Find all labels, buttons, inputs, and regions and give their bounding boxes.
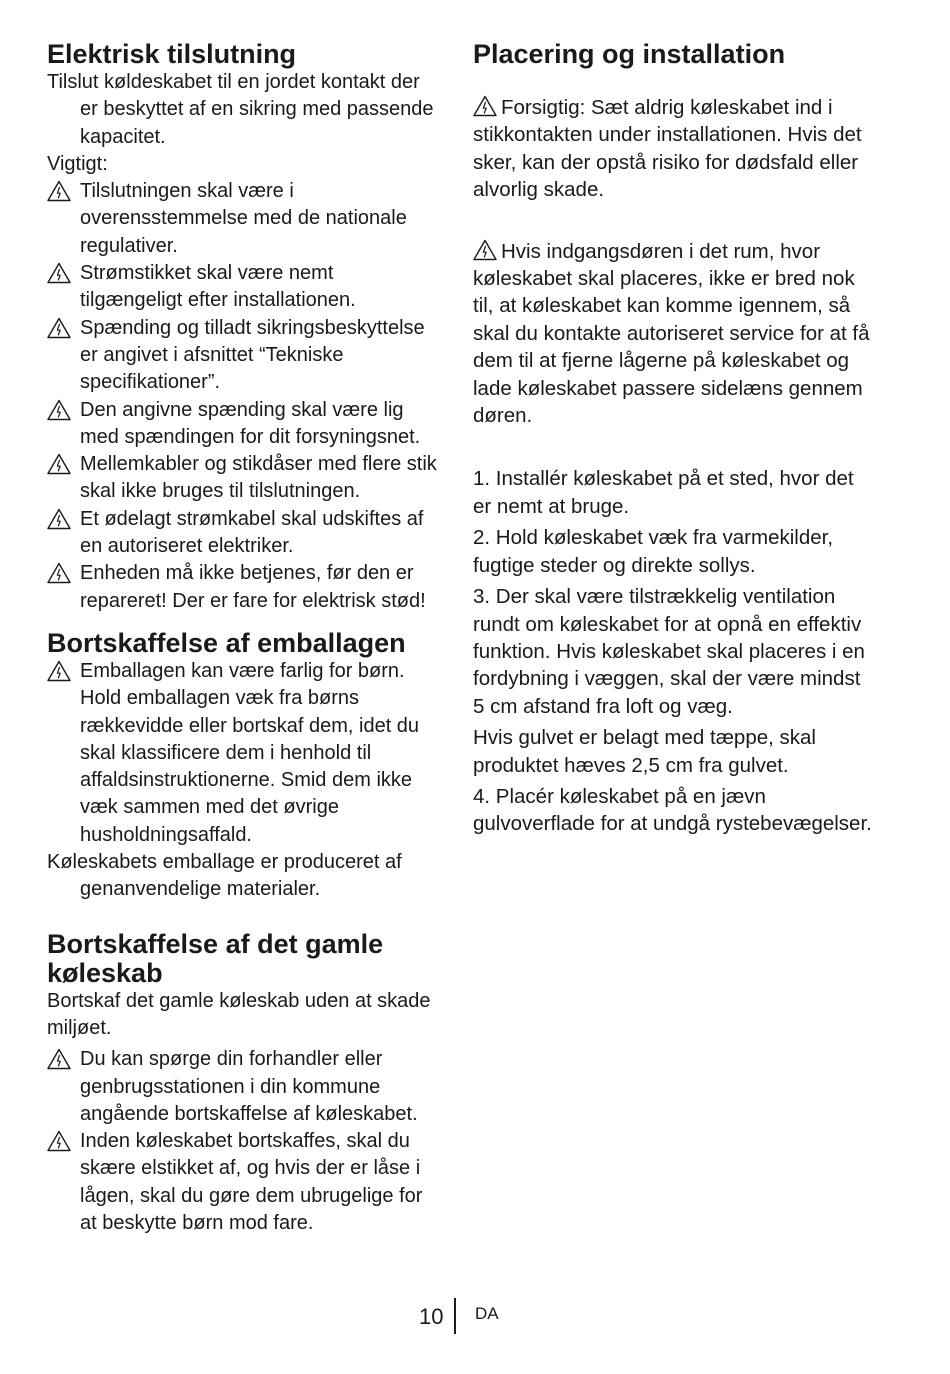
- warning-text: Emballagen kan være farlig for børn. Hold emballagen væk fra børns rækkevidde eller bortskaf dem, idet du skal klassificere dem i henhold til affaldsinstruktionerne. Smid dem ikke væk sammen med det øvrige husholdningsaffald.: [80, 659, 420, 846]
- warning-item: [47, 506, 439, 561]
- door-warning-paragraph: [473, 238, 873, 430]
- warning-triangle-icon: [47, 1048, 71, 1070]
- old-fridge-intro: Bortskaf det gamle køleskab uden at skade miljøet.: [47, 989, 431, 1039]
- warning-item: [47, 260, 439, 315]
- electrical-intro: Tilslut køldeskabet til en jordet kontakt der er beskyttet af en sikring med passende kapacitet.: [47, 71, 434, 148]
- warning-item: [47, 451, 439, 506]
- section-title-placement: Placering og installation: [473, 39, 786, 69]
- important-label: Vigtigt:: [47, 152, 108, 175]
- step-item: 4. Placér køleskabet på en jævn gulvoverflade for at undgå rystebevægelser.: [473, 784, 872, 836]
- warning-triangle-icon: [473, 95, 497, 117]
- caution-text: Forsigtig: Sæt aldrig køleskabet ind i stikkontakten under installationen. Hvis det sker, kan der opstå risiko for dødsfald eller alvorlig skade.: [473, 96, 862, 202]
- warning-text: Enheden må ikke betjenes, før den er repareret! Der er fare for elektrisk stød!: [80, 562, 426, 612]
- section-title-electrical: Elektrisk tilslutning: [47, 39, 297, 69]
- right-column: [473, 40, 873, 838]
- warning-text: Spænding og tilladt sikringsbeskyttelse er angivet i afsnittet “Tekniske specifikationer”.: [80, 316, 425, 394]
- warning-text: Et ødelagt strømkabel skal udskiftes af en autoriseret elektriker.: [80, 507, 424, 558]
- section-title-packaging: Bortskaffelse af emballagen: [47, 627, 406, 658]
- warning-triangle-icon: [47, 508, 71, 530]
- step-item: Hvis gulvet er belagt med tæppe, skal produktet hæves 2,5 cm fra gulvet.: [473, 726, 816, 777]
- caution-paragraph: [473, 94, 873, 204]
- page-number: 10: [419, 1304, 444, 1329]
- warning-text: Strømstikket skal være nemt tilgængeligt efter installationen.: [80, 262, 356, 312]
- warning-triangle-icon: [473, 239, 497, 261]
- warning-text: Inden køleskabet bortskaffes, skal du skære elstikket af, og hvis der er låse i lågen, skal du gøre dem ubrugelige for at beskytte børn mod fare.: [80, 1130, 423, 1234]
- warning-triangle-icon: [47, 399, 71, 421]
- warning-item: [47, 1128, 439, 1237]
- warning-item: [47, 178, 439, 260]
- warning-item: [47, 560, 439, 615]
- footer-divider: [454, 1298, 456, 1334]
- warning-triangle-icon: [47, 180, 71, 202]
- warning-triangle-icon: [47, 453, 71, 475]
- left-column: [47, 40, 439, 1237]
- warning-triangle-icon: [47, 660, 71, 682]
- warning-text: Tilslutningen skal være i overensstemmelse med de nationale regulativer.: [80, 180, 407, 257]
- warning-text: Du kan spørge din forhandler eller genbrugsstationen i din kommune angående bortskaffelse af køleskabet.: [80, 1048, 418, 1125]
- warning-triangle-icon: [47, 562, 71, 584]
- warning-text: Mellemkabler og stikdåser med flere stik skal ikke bruges til tilslutningen.: [80, 453, 437, 503]
- language-code: DA: [475, 1304, 499, 1323]
- step-item: 3. Der skal være tilstrækkelig ventilation rundt om køleskabet for at opnå en effektiv funktion. Hvis køleskabet skal placeres i en fordybning i væggen, skal der være mindst 5 cm afstand fra loft og væg.: [473, 585, 865, 718]
- warning-item: [47, 658, 439, 849]
- page-footer: [0, 1298, 950, 1338]
- step-item: 2. Hold køleskabet væk fra varmekilder, fugtige steder og direkte sollys.: [473, 526, 834, 577]
- warning-triangle-icon: [47, 262, 71, 284]
- warning-item: [47, 1046, 439, 1128]
- warning-item: [47, 315, 439, 397]
- section-title-old-fridge: Bortskaffelse af det gamle køleskab: [47, 928, 384, 988]
- warning-triangle-icon: [47, 317, 71, 339]
- warning-item: [47, 397, 439, 452]
- warning-text: Den angivne spænding skal være lig med spændingen for dit forsyningsnet.: [80, 398, 421, 448]
- packaging-note: Køleskabets emballage er produceret af genanvendelige materialer.: [47, 851, 402, 901]
- warning-triangle-icon: [47, 1130, 71, 1152]
- step-item: 1. Installér køleskabet på et sted, hvor det er nemt at bruge.: [473, 467, 854, 518]
- door-warning-text: Hvis indgangsdøren i det rum, hvor køleskabet skal placeres, ikke er bred nok til, at køleskabet kan komme igennem, så skal du kontakte autoriseret service for at få dem til at fjerne lågerne på køleskabet og lade køleskabet passere sidelæns gennem døren.: [473, 239, 870, 428]
